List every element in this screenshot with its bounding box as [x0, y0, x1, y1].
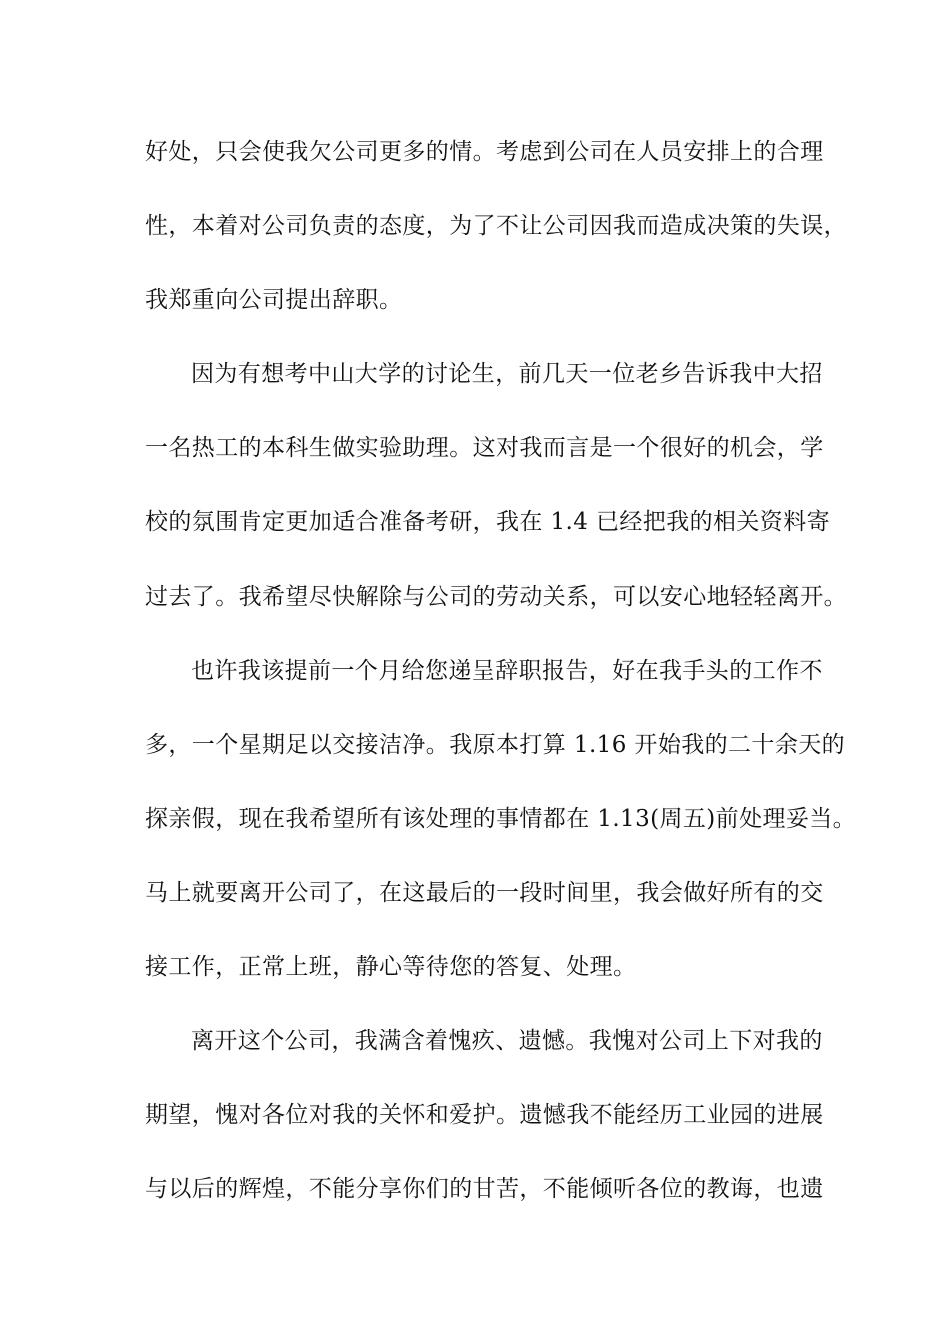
text-line: 与以后的辉煌，不能分享你们的甘苦，不能倾听各位的教诲，也遗	[145, 1176, 824, 1202]
paragraph-first-line: 也许我该提前一个月给您递呈辞职报告，好在我手头的工作不	[191, 658, 823, 684]
text-line: 一名热工的本科生做实验助理。这对我而言是一个很好的机会，学	[145, 435, 824, 461]
text-line: 好处，只会使我欠公司更多的情。考虑到公司在人员安排上的合理	[145, 139, 824, 165]
paragraph-first-line: 离开这个公司，我满含着愧疚、遗憾。我愧对公司上下对我的	[191, 1028, 823, 1054]
text-line: 接工作，正常上班，静心等待您的答复、处理。	[145, 954, 637, 980]
text-line: 过去了。我希望尽快解除与公司的劳动关系，可以安心地轻轻离开。	[145, 584, 847, 610]
text-line: 我郑重向公司提出辞职。	[145, 287, 403, 313]
paragraph-first-line: 因为有想考中山大学的讨论生，前几天一位老乡告诉我中大招	[191, 361, 823, 387]
text-line: 期望，愧对各位对我的关怀和爱护。遗憾我不能经历工业园的进展	[145, 1102, 824, 1128]
text-line: 马上就要离开公司了，在这最后的一段时间里，我会做好所有的交	[145, 880, 824, 906]
text-line: 性，本着对公司负责的态度，为了不让公司因我而造成决策的失误，	[145, 213, 847, 239]
text-line: 多，一个星期足以交接洁净。我原本打算 1.16 开始我的二十余天的	[145, 732, 846, 758]
text-line: 探亲假，现在我希望所有该处理的事情都在 1.13(周五)前处理妥当。	[145, 806, 857, 832]
text-line: 校的氛围肯定更加适合准备考研，我在 1.4 已经把我的相关资料寄	[145, 509, 830, 535]
